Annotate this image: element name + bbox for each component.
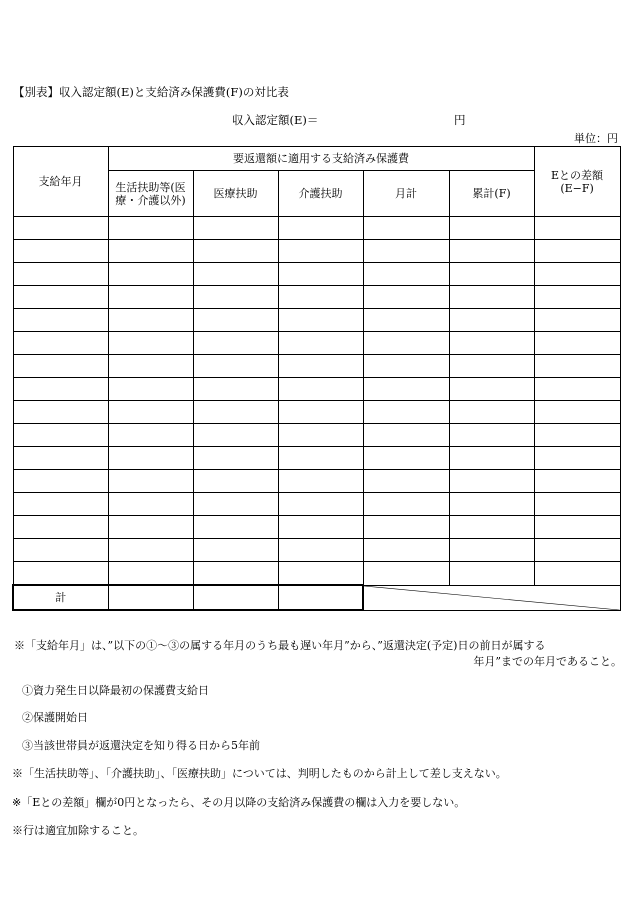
table-cell[interactable] bbox=[449, 562, 534, 586]
table-cell[interactable] bbox=[363, 286, 449, 309]
table-cell[interactable] bbox=[534, 332, 620, 355]
total-label: 計 bbox=[13, 585, 108, 610]
table-cell[interactable] bbox=[193, 493, 278, 516]
table-cell[interactable] bbox=[363, 240, 449, 263]
table-cell[interactable] bbox=[534, 217, 620, 240]
table-row bbox=[13, 493, 620, 516]
table-row bbox=[13, 217, 620, 240]
table-cell[interactable] bbox=[193, 309, 278, 332]
table-cell[interactable] bbox=[13, 539, 108, 562]
table-cell[interactable] bbox=[278, 539, 363, 562]
table-cell[interactable] bbox=[449, 493, 534, 516]
table-cell[interactable] bbox=[534, 355, 620, 378]
comparison-table bbox=[12, 146, 621, 611]
total-cell[interactable] bbox=[193, 585, 278, 610]
table-cell[interactable] bbox=[193, 263, 278, 286]
table-row bbox=[13, 424, 620, 447]
table-cell[interactable] bbox=[108, 401, 193, 424]
table-cell[interactable] bbox=[278, 263, 363, 286]
table-cell[interactable] bbox=[108, 217, 193, 240]
note-item-2: ②保護開始日 bbox=[22, 711, 88, 724]
table-cell[interactable] bbox=[363, 217, 449, 240]
table-cell[interactable] bbox=[363, 309, 449, 332]
table-cell[interactable] bbox=[449, 309, 534, 332]
header-medical: 医療扶助 bbox=[193, 171, 278, 217]
table-cell[interactable] bbox=[108, 263, 193, 286]
table-cell[interactable] bbox=[534, 286, 620, 309]
table-cell[interactable] bbox=[108, 378, 193, 401]
table-cell[interactable] bbox=[278, 217, 363, 240]
table-cell[interactable] bbox=[108, 286, 193, 309]
table-cell[interactable] bbox=[13, 493, 108, 516]
table-cell[interactable] bbox=[363, 424, 449, 447]
table-cell[interactable] bbox=[108, 470, 193, 493]
table-cell[interactable] bbox=[13, 424, 108, 447]
table-row bbox=[13, 378, 620, 401]
table-cell[interactable] bbox=[193, 562, 278, 586]
table-cell[interactable] bbox=[534, 516, 620, 539]
table-row bbox=[13, 263, 620, 286]
table-cell[interactable] bbox=[534, 240, 620, 263]
note-aid-types: ※「生活扶助等」、「介護扶助」、「医療扶助」については、判明したものから計上して差し支えない。 bbox=[12, 767, 507, 780]
table-row bbox=[13, 516, 620, 539]
table-cell[interactable] bbox=[363, 355, 449, 378]
table-cell[interactable] bbox=[534, 493, 620, 516]
table-row bbox=[13, 286, 620, 309]
table-cell[interactable] bbox=[278, 378, 363, 401]
table-cell[interactable] bbox=[193, 378, 278, 401]
table-cell[interactable] bbox=[13, 516, 108, 539]
table-cell[interactable] bbox=[13, 240, 108, 263]
header-monthly-total: 月計 bbox=[363, 171, 449, 217]
table-cell[interactable] bbox=[193, 424, 278, 447]
table-cell[interactable] bbox=[193, 332, 278, 355]
table-cell[interactable] bbox=[449, 378, 534, 401]
table-row bbox=[13, 470, 620, 493]
diagonal-line bbox=[364, 586, 620, 610]
table-cell[interactable] bbox=[193, 355, 278, 378]
table-cell[interactable] bbox=[534, 378, 620, 401]
table-cell[interactable] bbox=[534, 309, 620, 332]
table-cell[interactable] bbox=[193, 447, 278, 470]
table-cell[interactable] bbox=[449, 447, 534, 470]
table-cell[interactable] bbox=[363, 470, 449, 493]
table-cell[interactable] bbox=[534, 424, 620, 447]
table-cell[interactable] bbox=[278, 332, 363, 355]
table-cell[interactable] bbox=[193, 539, 278, 562]
table-cell[interactable] bbox=[278, 562, 363, 586]
header-group: 要返還額に適用する支給済み保護費 bbox=[108, 147, 534, 171]
table-cell[interactable] bbox=[534, 539, 620, 562]
table-cell[interactable] bbox=[534, 447, 620, 470]
header-month: 支給年月 bbox=[13, 147, 108, 217]
table-cell[interactable] bbox=[278, 447, 363, 470]
table-cell[interactable] bbox=[13, 562, 108, 586]
table-cell[interactable] bbox=[534, 470, 620, 493]
table-cell[interactable] bbox=[278, 355, 363, 378]
table-cell[interactable] bbox=[13, 401, 108, 424]
table-cell[interactable] bbox=[193, 240, 278, 263]
table-row bbox=[13, 539, 620, 562]
table-cell[interactable] bbox=[13, 263, 108, 286]
table-cell[interactable] bbox=[278, 424, 363, 447]
table-cell[interactable] bbox=[13, 378, 108, 401]
table-cell[interactable] bbox=[363, 401, 449, 424]
header-diff-text: Eとの差額(E−F) bbox=[551, 168, 604, 195]
table-cell[interactable] bbox=[534, 562, 620, 586]
table-row bbox=[13, 332, 620, 355]
table-cell[interactable] bbox=[13, 286, 108, 309]
note-month-definition bbox=[14, 638, 622, 670]
table-cell[interactable] bbox=[13, 470, 108, 493]
page-heading: 【別表】収入認定額(E)と支給済み保護費(F)の対比表 bbox=[13, 85, 289, 99]
table-cell[interactable] bbox=[278, 493, 363, 516]
table-cell[interactable] bbox=[449, 355, 534, 378]
table-row bbox=[13, 562, 620, 586]
table-cell[interactable] bbox=[108, 493, 193, 516]
table-cell[interactable] bbox=[108, 424, 193, 447]
table-cell[interactable] bbox=[278, 286, 363, 309]
table-cell[interactable] bbox=[534, 263, 620, 286]
table-cell[interactable] bbox=[13, 355, 108, 378]
table-cell[interactable] bbox=[278, 401, 363, 424]
table-cell[interactable] bbox=[108, 562, 193, 586]
table-cell[interactable] bbox=[193, 470, 278, 493]
note-month-main: ※「支給年月」は、”以下の①～③の属する年月のうち最も遅い年月”から、”返還決定(予定)日の前日が属する bbox=[14, 639, 546, 652]
header-living bbox=[108, 171, 193, 217]
table-cell[interactable] bbox=[449, 263, 534, 286]
table-row bbox=[13, 309, 620, 332]
table-cell[interactable] bbox=[13, 309, 108, 332]
table-cell[interactable] bbox=[193, 516, 278, 539]
income-recognized-label: 収入認定額(E)＝ bbox=[232, 113, 319, 127]
table-cell[interactable] bbox=[449, 424, 534, 447]
table-cell[interactable] bbox=[108, 539, 193, 562]
table-cell[interactable] bbox=[449, 470, 534, 493]
table-cell[interactable] bbox=[193, 401, 278, 424]
table-cell[interactable] bbox=[534, 401, 620, 424]
table-cell[interactable] bbox=[278, 240, 363, 263]
header-diff bbox=[534, 147, 620, 217]
table-cell[interactable] bbox=[13, 217, 108, 240]
table-cell[interactable] bbox=[193, 286, 278, 309]
table-row bbox=[13, 355, 620, 378]
table-cell[interactable] bbox=[193, 217, 278, 240]
header-care: 介護扶助 bbox=[278, 171, 363, 217]
header-living-text: 生活扶助等(医療・介護以外) bbox=[115, 180, 186, 207]
note-item-1: ①資力発生日以降最初の保護費支給日 bbox=[22, 684, 209, 697]
note-item-3: ③当該世帯員が返還決定を知り得る日から5年前 bbox=[22, 739, 260, 752]
table-cell[interactable] bbox=[278, 516, 363, 539]
table-row bbox=[13, 401, 620, 424]
table-cell[interactable] bbox=[363, 447, 449, 470]
table-cell[interactable] bbox=[13, 332, 108, 355]
total-cell[interactable] bbox=[108, 585, 193, 610]
table-cell[interactable] bbox=[278, 470, 363, 493]
table-cell[interactable] bbox=[449, 217, 534, 240]
table-cell[interactable] bbox=[13, 447, 108, 470]
unit-label: 単位：円 bbox=[574, 132, 618, 145]
note-rows: ※行は適宜加除すること。 bbox=[12, 824, 144, 837]
table-cell[interactable] bbox=[363, 493, 449, 516]
table-cell[interactable] bbox=[278, 309, 363, 332]
table-row bbox=[13, 240, 620, 263]
table-row bbox=[13, 447, 620, 470]
note-diff-zero: ※「Eとの差額」欄が0円となったら、その月以降の支給済み保護費の欄は入力を要しない。 bbox=[12, 796, 466, 809]
table-cell[interactable] bbox=[449, 240, 534, 263]
table-cell[interactable] bbox=[108, 332, 193, 355]
table-cell[interactable] bbox=[108, 240, 193, 263]
table-cell[interactable] bbox=[108, 309, 193, 332]
table-cell[interactable] bbox=[449, 286, 534, 309]
table-cell[interactable] bbox=[449, 539, 534, 562]
table-cell[interactable] bbox=[363, 516, 449, 539]
income-yen-unit: 円 bbox=[454, 113, 466, 127]
table-cell[interactable] bbox=[108, 447, 193, 470]
table-cell[interactable] bbox=[108, 355, 193, 378]
table-cell[interactable] bbox=[108, 516, 193, 539]
total-cell[interactable] bbox=[278, 585, 363, 610]
table-cell[interactable] bbox=[449, 401, 534, 424]
total-crossed-out-area bbox=[363, 585, 620, 610]
table-cell[interactable] bbox=[363, 332, 449, 355]
table-cell[interactable] bbox=[363, 539, 449, 562]
note-month-continued: 年月”までの年月であること。 bbox=[473, 655, 622, 668]
table-cell[interactable] bbox=[363, 263, 449, 286]
table-cell[interactable] bbox=[449, 516, 534, 539]
table-cell[interactable] bbox=[449, 332, 534, 355]
total-row bbox=[13, 585, 620, 610]
table-cell[interactable] bbox=[363, 562, 449, 586]
table-cell[interactable] bbox=[363, 378, 449, 401]
header-cumulative: 累計(F) bbox=[449, 171, 534, 217]
